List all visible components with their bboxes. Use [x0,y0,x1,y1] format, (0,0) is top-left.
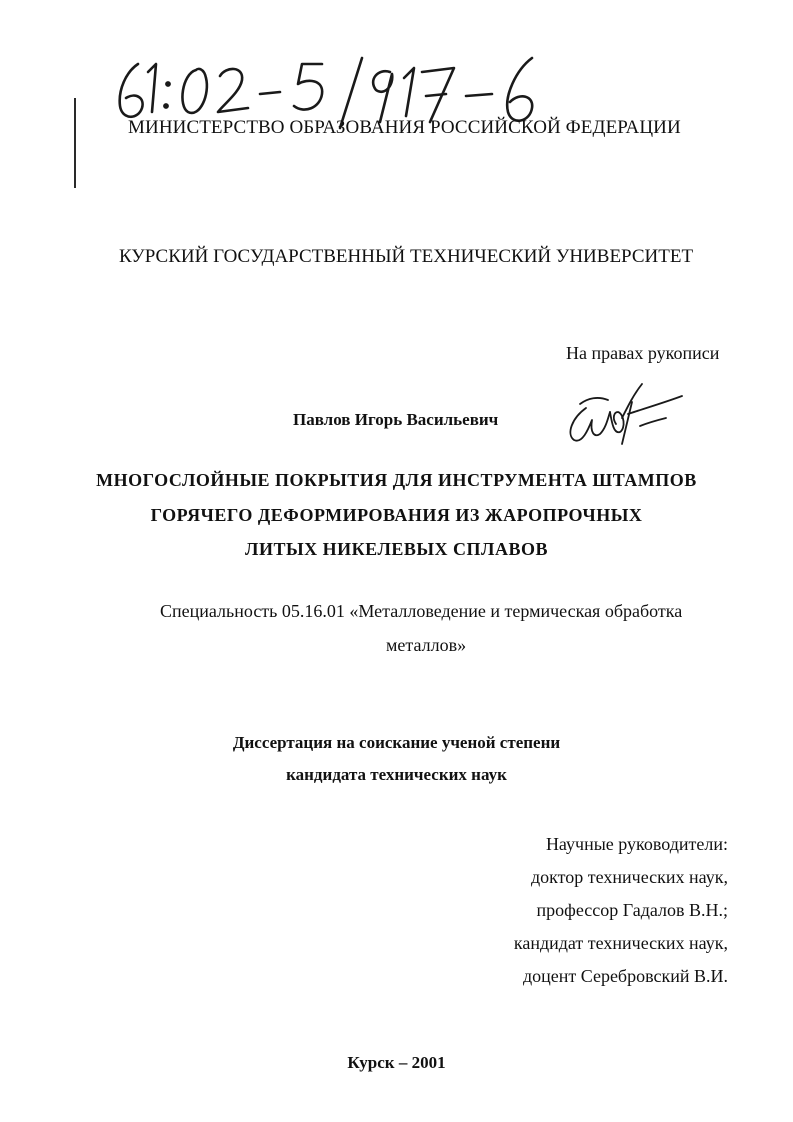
university-heading: КУРСКИЙ ГОСУДАРСТВЕННЫЙ ТЕХНИЧЕСКИЙ УНИВЕРСИТЕТ [119,246,694,267]
dissertation-title-line-3: ЛИТЫХ НИКЕЛЕВЫХ СПЛАВОВ [245,539,548,559]
manuscript-note: На правах рукописи [566,343,720,363]
author-name: Павлов Игорь Васильевич [293,410,499,429]
degree-line-1: Диссертация на соискание ученой степени [232,733,561,752]
supervisor-line: доктор технических наук, [531,867,728,887]
dissertation-title-line-2: ГОРЯЧЕГО ДЕФОРМИРОВАНИЯ ИЗ ЖАРОПРОЧНЫХ [150,505,643,525]
supervisor-line: доцент Серебровский В.И. [522,966,728,986]
supervisor-line: кандидат технических наук, [513,933,728,953]
specialty-line-2: металлов» [386,635,467,655]
degree-line-2: кандидата технических наук [286,765,507,784]
signature [558,378,688,450]
ministry-heading: МИНИСТЕРСТВО ОБРАЗОВАНИЯ РОССИЙСКОЙ ФЕДЕРАЦИИ [128,117,681,138]
dissertation-title-line-1: МНОГОСЛОЙНЫЕ ПОКРЫТИЯ ДЛЯ ИНСТРУМЕНТА ШТАМПОВ [96,470,697,490]
margin-line [74,98,76,188]
supervisors-block [514,828,728,993]
supervisor-line: профессор Гадалов В.Н.; [536,900,728,920]
city-year: Курск – 2001 [347,1053,446,1072]
supervisors-heading: Научные руководители: [545,834,728,854]
specialty-line-1: Специальность 05.16.01 «Металловедение и термическая обработка [160,601,683,621]
